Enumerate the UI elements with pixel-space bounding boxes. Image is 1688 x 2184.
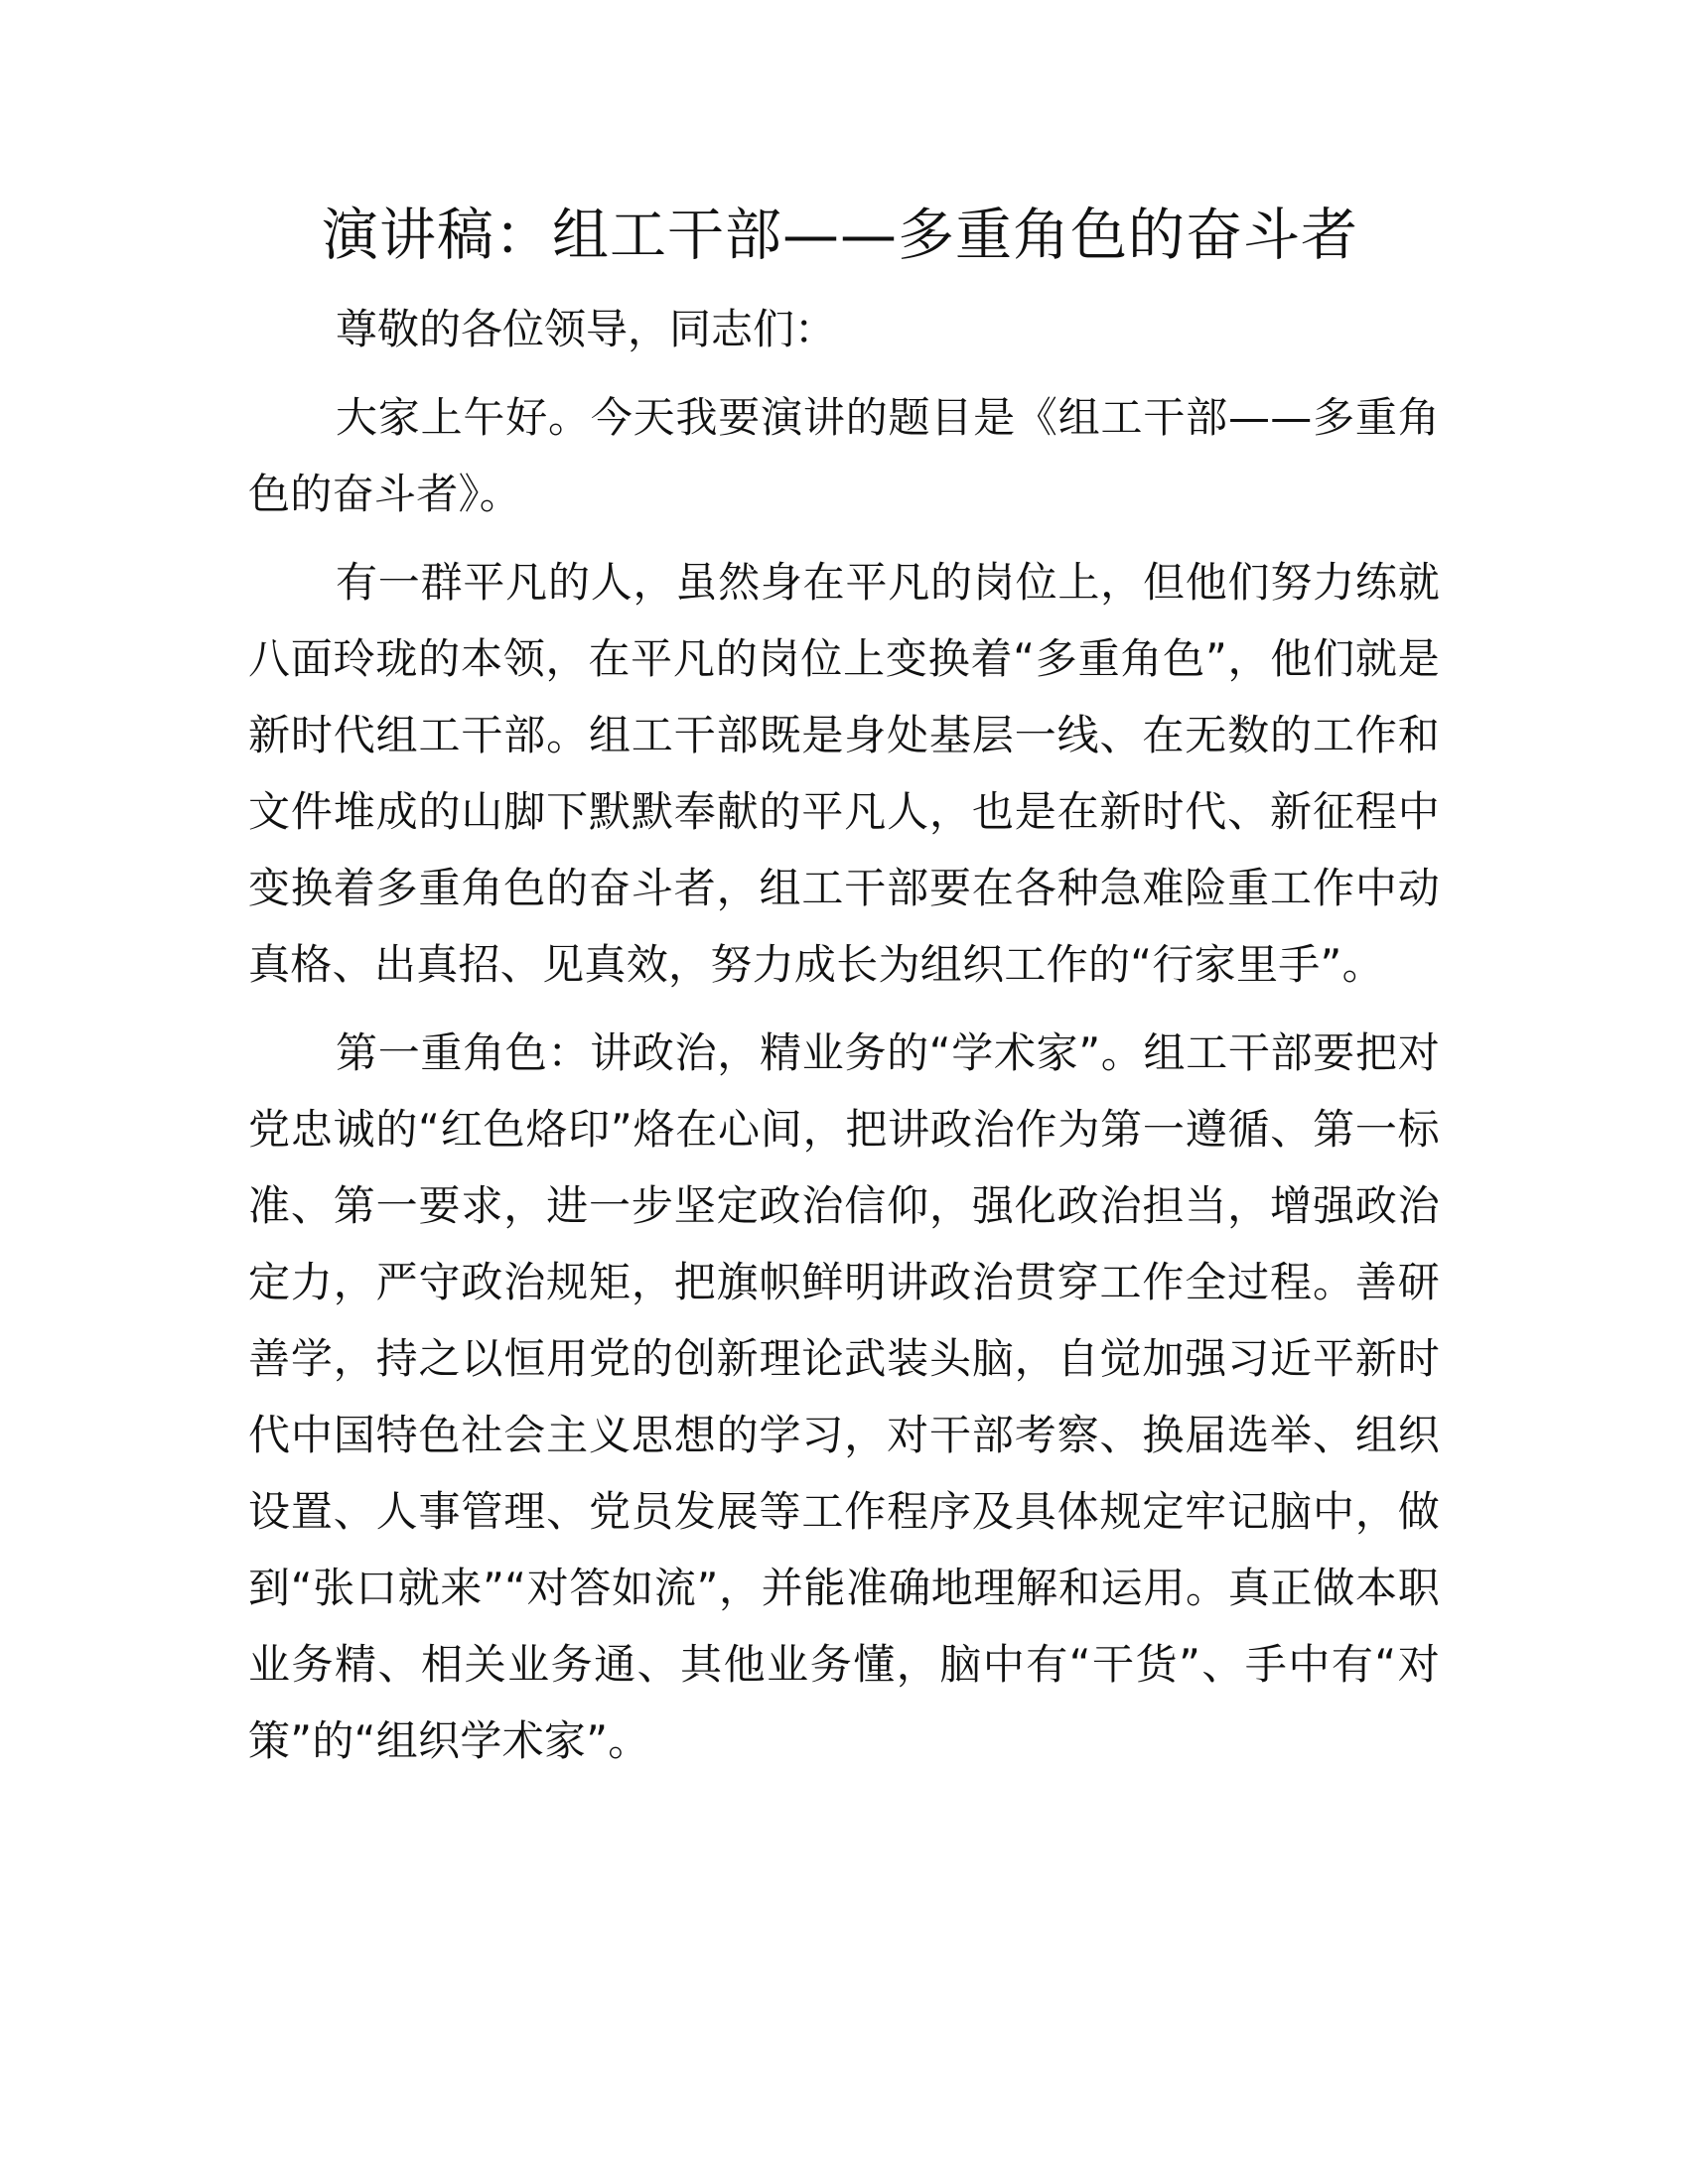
document-page <box>248 194 1440 1791</box>
document-title: 演讲稿：组工干部——多重角色的奋斗者 <box>322 203 1358 268</box>
paragraph-intro: 大家上午好。今天我要演讲的题目是《组工干部——多重角色的奋斗者》。 <box>248 393 1440 518</box>
paragraph-overview: 有一群平凡的人，虽然身在平凡的岗位上，但他们努力练就八面玲珑的本领，在平凡的岗位上变换着“多重角色”，他们就是新时代组工干部。组工干部既是身处基层一线、在无数的工作和文件堆成的山脚下默默奉献的平凡人，也是在新时代、新征程中变换着多重角色的奋斗者，组工干部要在各种急难险重工作中动真格、出真招、见真效，努力成长为组织工作的“行家里手”。 <box>248 558 1440 989</box>
paragraph-first-role: 第一重角色：讲政治，精业务的“学术家”。组工干部要把对党忠诚的“红色烙印”烙在心间，把讲政治作为第一遵循、第一标准、第一要求，进一步坚定政治信仰，强化政治担当，增强政治定力，严守政治规矩，把旗帜鲜明讲政治贯穿工作全过程。善研善学，持之以恒用党的创新理论武装头脑，自觉加强习近平新时代中国特色社会主义思想的学习，对干部考察、换届选举、组织设置、人事管理、党员发展等工作程序及具体规定牢记脑中，做到“张口就来”“对答如流”，并能准确地理解和运用。真正做本职业务精、相关业务通、其他业务懂，脑中有“干货”、手中有“对策”的“组织学术家”。 <box>248 1028 1440 1765</box>
salutation: 尊敬的各位领导，同志们： <box>336 305 837 353</box>
